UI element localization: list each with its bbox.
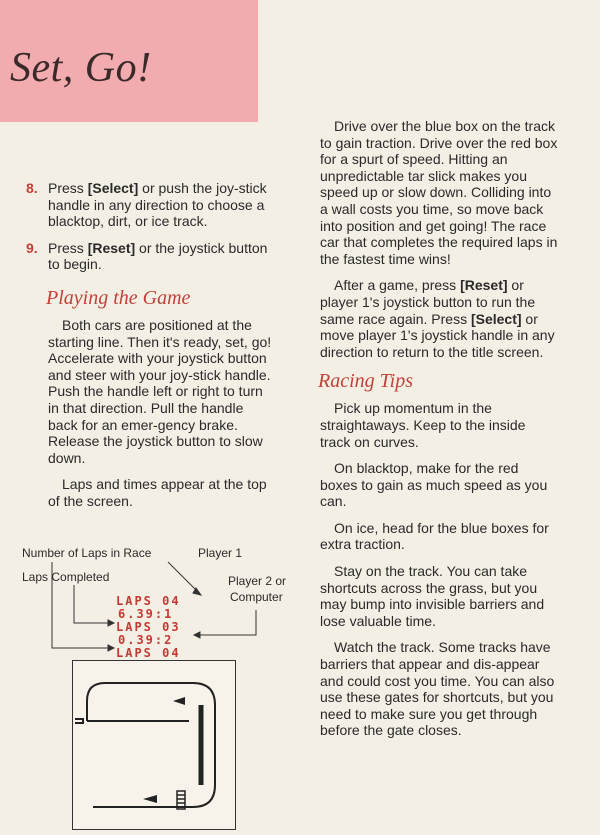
hud-time-p1: 6.39:1 (118, 607, 174, 621)
left-column (26, 180, 274, 520)
tip-paragraph: On ice, head for the blue boxes for extra traction. (320, 519, 549, 553)
title-banner (0, 0, 258, 122)
step-text (48, 180, 274, 230)
callout-number-of-laps: Number of Laps in Race (22, 546, 152, 560)
callout-player2-line1: Player 2 or (228, 574, 287, 588)
paragraph: Drive over the blue box on the track to gain traction. Drive over the red box for a spurt of speed. Hitting an unpredictable tar slick makes you speed up or slow down. Colliding into a wall costs you time, so move back into position and get going! The race car that completes the required laps in the fastest time wins! (320, 118, 558, 267)
right-column (320, 118, 558, 749)
hud-time-p2: 0.39:2 (118, 633, 174, 647)
screen-diagram (0, 540, 310, 830)
step-item (26, 180, 274, 230)
paragraph (320, 277, 558, 360)
paragraph-part: or player 1's joystick button to run the same race again. Press (320, 277, 536, 327)
track-drawing (73, 661, 235, 829)
hud-laps-total: LAPS 04 (116, 646, 181, 660)
step-item (26, 240, 274, 273)
step-text-part: Press (48, 180, 88, 196)
section-heading: Racing Tips (318, 370, 414, 393)
step-number: 8. (26, 180, 38, 196)
step-text-part: Press (48, 239, 88, 256)
callout-laps-completed: Laps Completed (22, 570, 110, 584)
step-text-part: or the joystick button to begin. (48, 239, 268, 273)
paragraph: Laps and times appear at the top of the screen. (48, 476, 267, 509)
step-number: 9. (26, 239, 38, 256)
track-thumbnail (72, 660, 236, 830)
callout-lines (0, 540, 310, 670)
tip-paragraph: Pick up momentum in the straightaways. Keep to the inside track on curves. (320, 400, 526, 450)
paragraph-part: After a game, press (334, 277, 461, 294)
key-name: [Select] (87, 180, 139, 196)
step-text (48, 240, 274, 273)
callout-player2-line2: Computer (230, 590, 283, 604)
key-name: [Reset] (460, 277, 508, 294)
tip-paragraph: Watch the track. Some tracks have barriers that appear and dis-appear and could cost you time. You can also use these gates for shortcuts, but you need to make sure you get through before the gate closes. (320, 639, 555, 739)
section-heading: Playing the Game (46, 286, 191, 309)
key-name: [Select] (470, 310, 522, 327)
tip-paragraph: On blacktop, make for the red boxes to gain as much speed as you can. (320, 460, 548, 510)
step-text-part: or push the joy-stick handle in any direction to choose a blacktop, dirt, or ice track. (48, 180, 267, 230)
key-name: [Reset] (87, 239, 136, 256)
hud-laps-p1: LAPS 04 (116, 594, 181, 608)
callout-player1: Player 1 (198, 546, 243, 560)
paragraph: Both cars are positioned at the starting line. Then it's ready, set, go! Accelerate with your joystick button and steer with your joy-stick handle. Push the handle left or right to turn in that direction. Pull the handle back for an emer-gency brake. Release the joystick button to slow down. (48, 316, 272, 466)
page-title: Set, Go! (10, 45, 152, 91)
paragraph-part: or move player 1's joystick handle in any direction to return to the title screen. (320, 310, 555, 360)
hud-laps-p2: LAPS 03 (116, 620, 181, 634)
tip-paragraph: Stay on the track. You can take shortcuts across the grass, but you may bump into invisible barriers and lose valuable time. (320, 563, 545, 629)
